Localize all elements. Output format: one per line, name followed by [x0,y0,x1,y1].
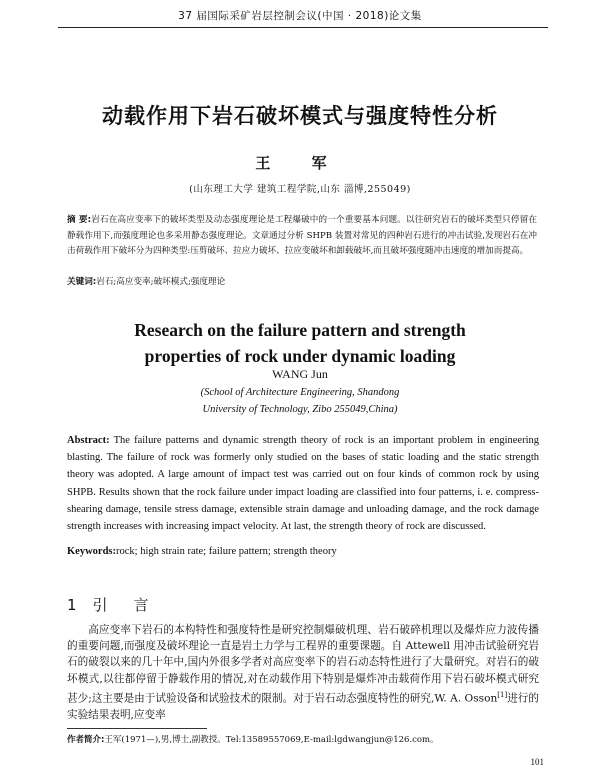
footnote-text: 王军(1971—),男,博士,副教授。Tel:13589557069,E-mail:lgdwangjun@126.com。 [104,735,439,745]
english-keywords-text: rock; high strain rate; failure pattern; strength theory [116,546,337,557]
citation-mark: [1] [497,690,508,699]
body-text-a: 高应变率下岩石的本构特性和强度特性是研究控制爆破机理、岩石破碎机理以及爆炸应力波传播的重要问题,而强度及破坏理论一直是岩土力学与工程界的重要课题。自 Attewell 用冲击试验研究岩石的破裂以来的几十年中,国内外很多学者对高应变率下的岩石动态特性进行了大量研究。对岩石的破坏模式,以往都停留于静载作用的情况,对在动载作用下特别是爆炸冲击载荷作用下岩石破坏模式研究甚少;这主要是由于试验设备和试验技术的限制。对于岩石动态强度特性的研究,W. A. Osson [67,624,539,705]
english-abstract-text: The failure patterns and dynamic strength theory of rock is an important problem in engineering blasting. The failure of rock was formerly only studied on the bases of static loading and the static strength theory was adopted. A large amount of impact test was carried out on four kinds of common rock by using SHPB. Results shown that the rock failure under impact loading are classified into four patterns, i. e. compress-shearing damage, tensile stress damage, extensible strain damage and unloading damage, and the rock damage strength increases with increasing impact velocity. At last, the strength theory of rock are discussed. [67,435,539,533]
section-number: 1 [67,596,79,614]
section-body [67,622,539,723]
chinese-affiliation: (山东理工大学 建筑工程学院,山东 淄博,255049) [189,184,411,195]
chinese-abstract-text: 岩石在高应变率下的破坏类型及动态强度理论是工程爆破中的一个重要基本问题。以往研究岩石的破坏类型只停留在静载作用下,而强度理论也多采用静态强度理论。文章通过分析 SHPB 装置对常见的四种岩石进行的冲击试验,发现岩石在冲击荷载作用下破坏分为四种类型:压剪破坏、拉应力破坏、拉应变破坏和卸载破坏,而且破坏强度随冲击速度的增加而提高。 [67,215,537,256]
chinese-abstract-label: 摘 要: [67,215,92,225]
english-keywords-label: Keywords: [67,546,116,557]
chinese-keywords-text: 岩石;高应变率;破坏模式;强度理论 [96,277,226,287]
english-abstract-label: Abstract: [67,435,110,446]
chinese-title: 动载作用下岩石破坏模式与强度特性分析 [102,104,498,128]
body-text-b: 进行的实验结果表明,应变率 [67,692,540,721]
footnote-rule [67,728,207,729]
english-abstract [67,432,539,535]
page-number: 101 [530,757,544,767]
footnote [67,733,547,745]
header-rule [58,27,548,28]
english-affiliation-line2: University of Technology, Zibo 255049,China) [202,404,398,415]
chinese-author: 王 军 [255,154,345,172]
english-title-line1: Research on the failure pattern and strength [134,320,466,340]
english-title-line2: properties of rock under dynamic loading [144,346,456,366]
chinese-keywords-label: 关键词: [67,277,97,287]
chinese-keywords [67,275,537,289]
english-author: WANG Jun [272,367,328,381]
chinese-abstract [67,213,537,260]
section-heading [67,594,175,615]
body-paragraph [67,622,539,723]
english-affiliation-line1: (School of Architecture Engineering, Shandong [200,387,400,398]
footnote-label: 作者简介: [67,735,105,745]
english-affiliation [0,384,600,418]
section-title: 引言 [92,596,175,614]
running-head: 37 届国际采矿岩层控制会议(中国 · 2018)论文集 [178,10,422,22]
english-keywords [67,546,539,557]
english-title [0,317,600,369]
